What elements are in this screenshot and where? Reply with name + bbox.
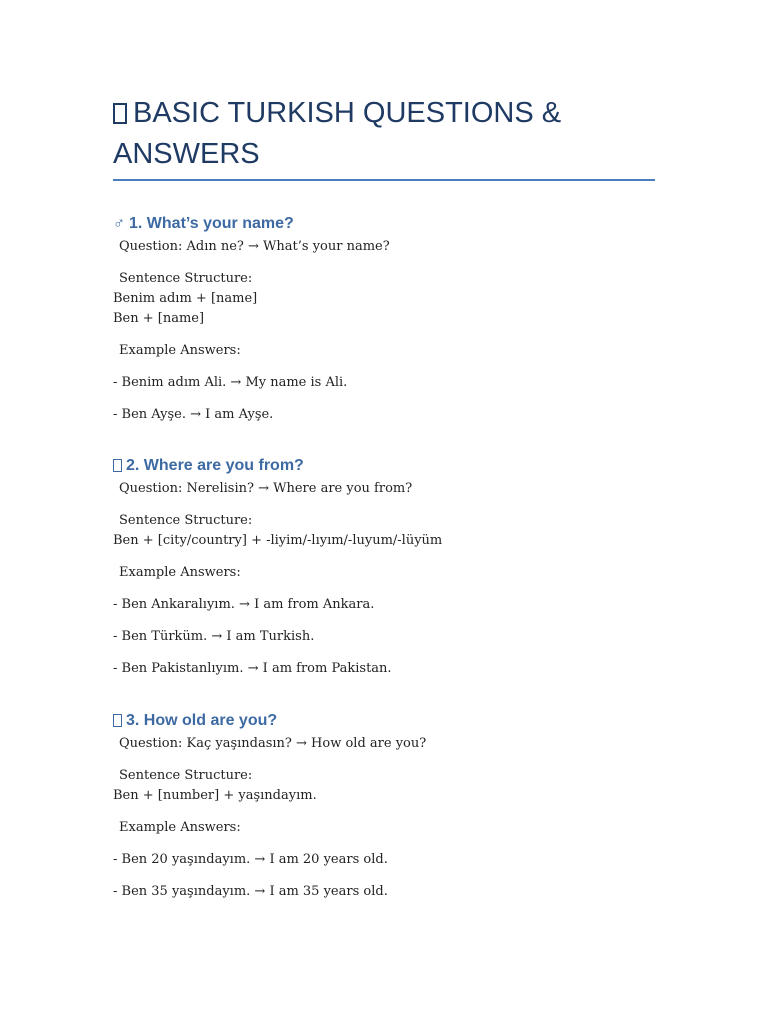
section-heading-text: 2. Where are you from? <box>126 457 304 474</box>
box-glyph-icon <box>113 103 127 124</box>
section-heading-text: 1. What’s your name? <box>129 215 294 232</box>
section-heading <box>113 711 655 731</box>
example-answer: - Ben 20 yaşındayım. → I am 20 years old. <box>113 852 388 867</box>
structure-line: Benim adım + [name] <box>113 291 258 306</box>
section-name <box>113 214 655 425</box>
structure-label: Sentence Structure: <box>119 271 253 286</box>
structure-label: Sentence Structure: <box>119 768 253 783</box>
question-line: Question: Nerelisin? → Where are you from? <box>119 481 413 496</box>
document-title <box>113 93 655 175</box>
section-heading-text: 3. How old are you? <box>126 712 278 729</box>
box-glyph-icon <box>113 714 122 727</box>
document-title-text: BASIC TURKISH QUESTIONS & ANSWERS <box>113 97 562 170</box>
box-glyph-icon <box>113 459 122 472</box>
examples-label: Example Answers: <box>119 343 241 358</box>
section-heading <box>113 214 655 234</box>
example-answer: - Ben 35 yaşındayım. → I am 35 years old. <box>113 884 388 899</box>
examples-label: Example Answers: <box>119 820 241 835</box>
male-symbol-icon: ♂ <box>113 215 125 232</box>
section-age <box>113 711 655 902</box>
example-answer: - Ben Pakistanlıyım. → I am from Pakistan. <box>113 661 392 676</box>
structure-line: Ben + [number] + yaşındayım. <box>113 788 317 803</box>
structure-label: Sentence Structure: <box>119 513 253 528</box>
question-line: Question: Adın ne? → What’s your name? <box>119 239 390 254</box>
structure-line: Ben + [name] <box>113 311 205 326</box>
examples-label: Example Answers: <box>119 565 241 580</box>
structure-line: Ben + [city/country] + -liyim/-lıyım/-luyum/-lüyüm <box>113 533 443 548</box>
question-line: Question: Kaç yaşındasın? → How old are you? <box>119 736 427 751</box>
title-divider <box>113 179 655 181</box>
example-answer: - Ben Türküm. → I am Turkish. <box>113 629 315 644</box>
section-origin <box>113 456 655 679</box>
example-answer: - Ben Ayşe. → I am Ayşe. <box>113 407 274 422</box>
section-heading <box>113 456 655 476</box>
example-answer: - Benim adım Ali. → My name is Ali. <box>113 375 348 390</box>
example-answer: - Ben Ankaralıyım. → I am from Ankara. <box>113 597 375 612</box>
